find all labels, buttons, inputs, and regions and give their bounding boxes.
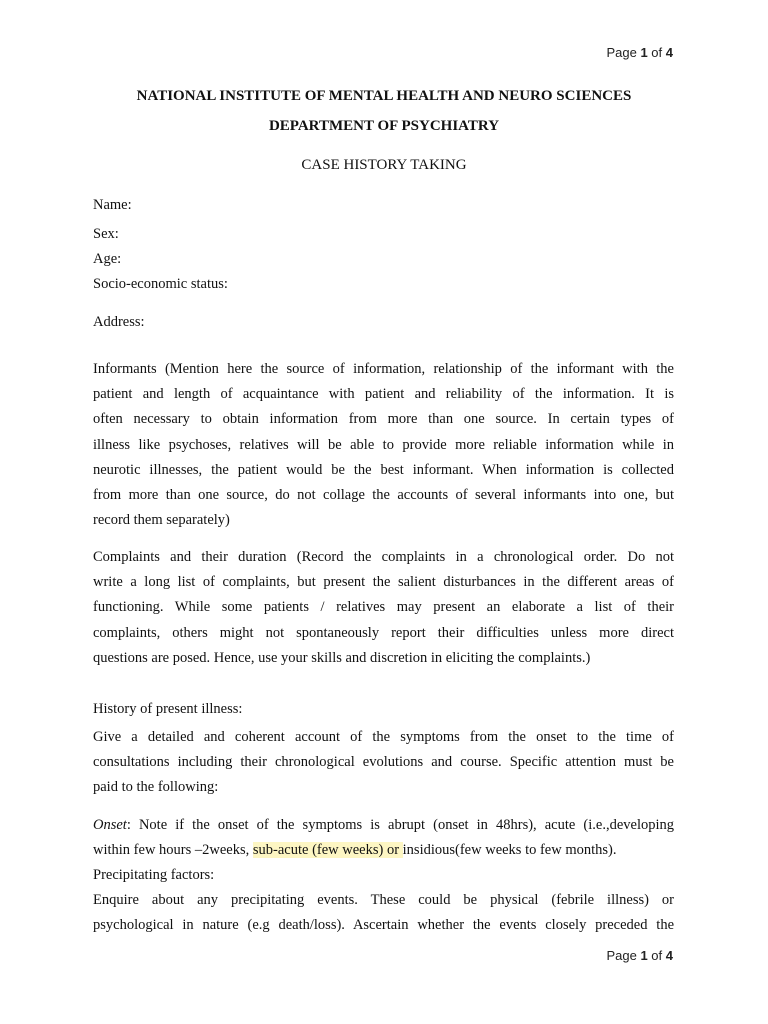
- field-sex: Sex:: [93, 226, 119, 242]
- page-indicator-bottom: [606, 948, 673, 963]
- informants-line: often necessary to obtain information from more than one source. In certain types of: [93, 411, 674, 428]
- onset-paragraph: [93, 813, 674, 863]
- complaints-line: questions are posed. Hence, use your skills and discretion in eliciting the complaints.): [93, 649, 591, 666]
- present-illness-line: Give a detailed and coherent account of the symptoms from the onset to the time of: [93, 729, 674, 745]
- present-illness-line: consultations including their chronological evolutions and course. Specific attention must be: [93, 754, 674, 771]
- onset-line-2: [93, 838, 674, 863]
- informants-line: record them separately): [93, 512, 230, 529]
- complaints-line: functioning. While some patients / relatives may present an elaborate a list of their: [93, 599, 674, 616]
- informants-line: patient and length of acquaintance with patient and reliability of the information. It is: [93, 386, 674, 403]
- onset-text-post: insidious(few weeks to few months).: [402, 842, 617, 859]
- onset-text: : Note if the onset of the symptoms is abrupt (onset in 48hrs), acute (i.e.,developing: [126, 817, 674, 833]
- document-title: CASE HISTORY TAKING: [301, 157, 467, 173]
- complaints-line: Complaints and their duration (Record the complaints in a chronological order. Do not: [93, 549, 674, 565]
- onset-label: Onset: [93, 817, 127, 833]
- precipitating-line: Enquire about any precipitating events. These could be physical (febrile illness) or: [93, 892, 674, 908]
- page-total: 4: [665, 948, 673, 963]
- precipitating-line: psychological in nature (e.g death/loss). Ascertain whether the events closely preceded the: [93, 917, 674, 934]
- onset-text-pre: within few hours –2weeks,: [93, 842, 253, 859]
- institute-title: NATIONAL INSTITUTE OF MENTAL HEALTH AND NEURO SCIENCES: [136, 88, 632, 104]
- informants-line: Informants (Mention here the source of information, relationship of the informant with the: [93, 361, 674, 377]
- informants-line: illness like psychoses, relatives will be able to provide more reliable information while in: [93, 436, 674, 453]
- present-illness-paragraph: [93, 725, 674, 801]
- page-current: 1: [640, 948, 648, 963]
- informants-paragraph: [93, 357, 674, 533]
- field-socio-economic-status: Socio-economic status:: [93, 276, 228, 292]
- present-illness-line: paid to the following:: [93, 779, 219, 796]
- field-age: Age:: [93, 251, 122, 267]
- field-address: Address:: [93, 314, 145, 330]
- field-name: Name:: [93, 197, 132, 213]
- complaints-paragraph: [93, 545, 674, 671]
- informants-line: from more than one source, do not collage the accounts of several informants into one, but: [93, 487, 674, 504]
- present-illness-heading: History of present illness:: [93, 701, 243, 717]
- complaints-line: write a long list of complaints, but present the salient disturbances in the different areas of: [93, 574, 674, 591]
- department-title: DEPARTMENT OF PSYCHIATRY: [268, 118, 500, 134]
- page-current: 1: [640, 45, 648, 60]
- precipitating-paragraph: [93, 888, 674, 938]
- precipitating-heading: Precipitating factors:: [93, 867, 215, 883]
- page-label: Page: [606, 948, 637, 963]
- complaints-line: complaints, others might not spontaneously report their difficulties unless more direct: [93, 624, 674, 641]
- page-indicator-top: [606, 45, 673, 60]
- page-of: of: [651, 948, 663, 963]
- page-total: 4: [665, 45, 673, 60]
- informants-line: neurotic illnesses, the patient would be the best informant. When information is collected: [93, 461, 674, 478]
- onset-highlight: sub-acute (few weeks) or: [252, 842, 403, 859]
- page-of: of: [651, 45, 663, 60]
- onset-line-1: [93, 813, 674, 838]
- page-label: Page: [606, 45, 637, 60]
